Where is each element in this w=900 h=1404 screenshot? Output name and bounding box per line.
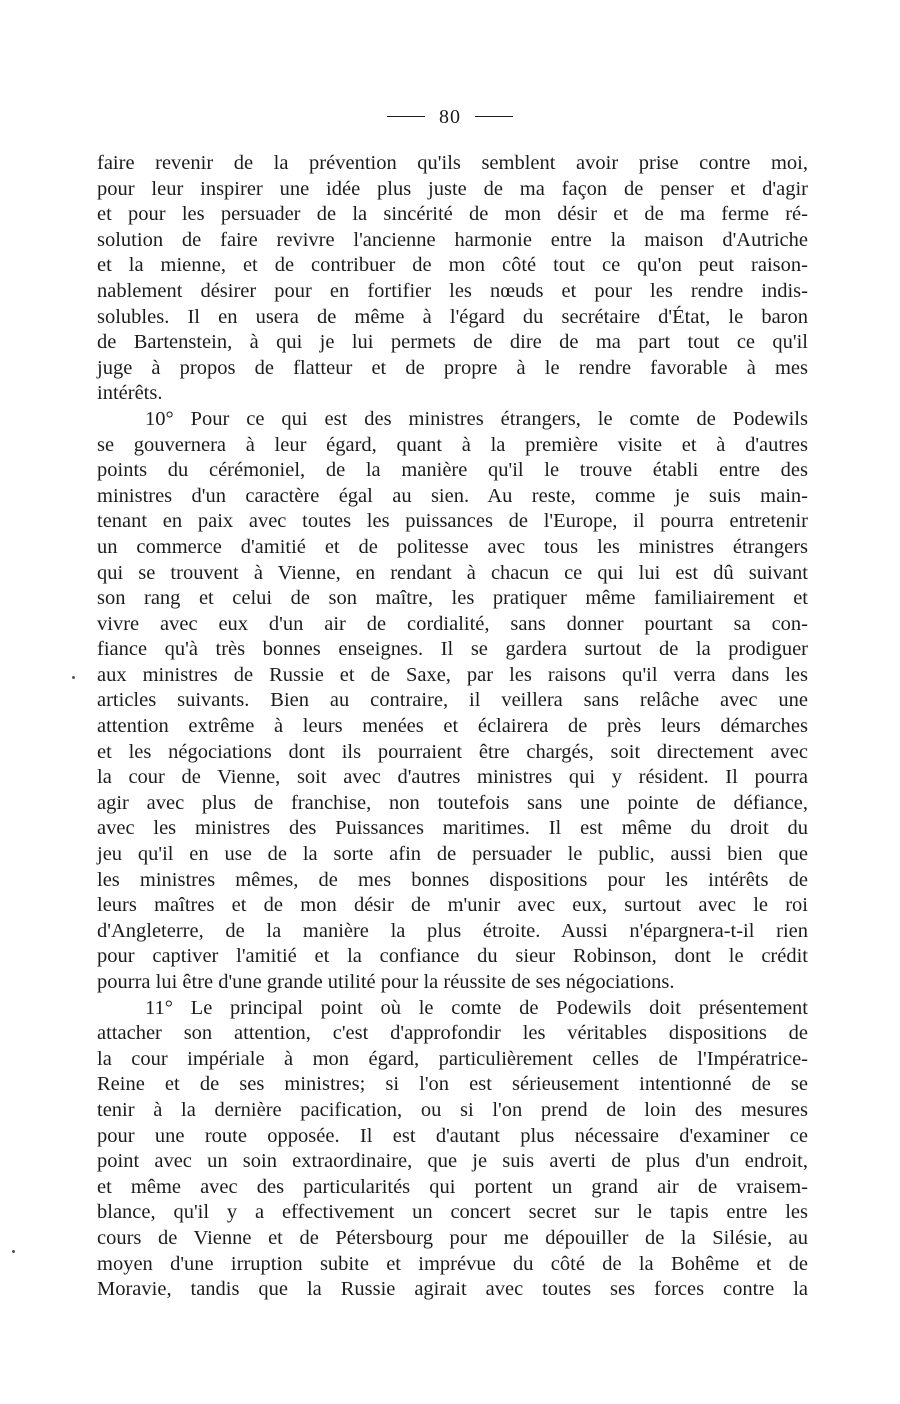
page-number: 80 bbox=[439, 106, 461, 128]
paragraph-end-line: intérêts. bbox=[97, 382, 163, 405]
paragraph-end-line: pourra lui être d'une grande utilité pour la réussite de ses négociations. bbox=[97, 971, 675, 993]
paragraph-start-line: 11° Le principal point où le comte de Podewils doit présentement bbox=[145, 996, 808, 1019]
text-line: attention extrême à leurs menées et éclairera de près leurs démarches bbox=[97, 715, 808, 738]
page-number-header bbox=[0, 104, 900, 130]
margin-speck bbox=[12, 1250, 15, 1253]
text-line: leurs maîtres et de mon désir de m'unir avec eux, surtout avec le roi bbox=[97, 894, 808, 917]
text-line: Reine et de ses ministres; si l'on est sérieusement intentionné de se bbox=[97, 1073, 808, 1096]
text-line: et même avec des particularités qui portent un grand air de vraisem- bbox=[97, 1175, 808, 1198]
text-line: point avec un soin extraordinaire, que je suis averti de plus d'un endroit, bbox=[97, 1150, 808, 1173]
text-line: son rang et celui de son maître, les pratiquer même familiairement et bbox=[97, 587, 808, 610]
text-line: solution de faire revivre l'ancienne harmonie entre la maison d'Autriche bbox=[97, 228, 808, 251]
text-line: cours de Vienne et de Pétersbourg pour me dépouiller de la Silésie, au bbox=[97, 1226, 808, 1249]
text-line: ministres d'un caractère égal au sien. Au reste, comme je suis main- bbox=[97, 484, 808, 507]
text-line: pour une route opposée. Il est d'autant plus nécessaire d'examiner ce bbox=[97, 1124, 808, 1147]
text-line: faire revenir de la prévention qu'ils semblent avoir prise contre moi, bbox=[97, 152, 808, 174]
text-line: jeu qu'il en use de la sorte afin de persuader le public, aussi bien que bbox=[97, 843, 808, 866]
text-line: un commerce d'amitié et de politesse avec tous les ministres étrangers bbox=[97, 535, 808, 558]
body-text bbox=[97, 151, 808, 1303]
text-line: de Bartenstein, à qui je lui permets de dire de ma part tout ce qu'il bbox=[97, 331, 808, 354]
text-line: juge à propos de flatteur et de propre à le rendre favorable à mes bbox=[97, 356, 808, 379]
text-line: vivre avec eux d'un air de cordialité, sans donner pourtant sa con- bbox=[97, 612, 808, 635]
text-line: et la mienne, et de contribuer de mon côté tout ce qu'on peut raison- bbox=[97, 254, 808, 277]
text-line: la cour impériale à mon égard, particulièrement celles de l'Impératrice- bbox=[97, 1047, 808, 1070]
text-line: attacher son attention, c'est d'approfondir les véritables dispositions de bbox=[97, 1022, 808, 1045]
text-line: tenir à la dernière pacification, ou si l'on prend de loin des mesures bbox=[97, 1098, 808, 1121]
text-line: et pour les persuader de la sincérité de mon désir et de ma ferme ré- bbox=[97, 203, 808, 226]
text-line: Moravie, tandis que la Russie agirait avec toutes ses forces contre la bbox=[97, 1278, 808, 1301]
text-line: moyen d'une irruption subite et imprévue du côté de la Bohême et de bbox=[97, 1252, 808, 1275]
text-line: tenant en paix avec toutes les puissances de l'Europe, il pourra entretenir bbox=[97, 510, 808, 533]
text-line: se gouvernera à leur égard, quant à la première visite et à d'autres bbox=[97, 433, 808, 456]
text-line: pour leur inspirer une idée plus juste de ma façon de penser et d'agir bbox=[97, 177, 808, 200]
text-line: agir avec plus de franchise, non toutefois sans une pointe de défiance, bbox=[97, 791, 808, 814]
text-line: solubles. Il en usera de même à l'égard du secrétaire d'État, le baron bbox=[97, 305, 808, 328]
left-dash bbox=[387, 116, 425, 117]
text-line: articles suivants. Bien au contraire, il veillera sans relâche avec une bbox=[97, 689, 808, 712]
margin-speck bbox=[72, 676, 75, 679]
text-line: les ministres mêmes, de mes bonnes dispositions pour les intérêts de bbox=[97, 868, 808, 891]
text-line: fiance qu'à très bonnes enseignes. Il se gardera surtout de la prodiguer bbox=[97, 638, 808, 661]
text-line: aux ministres de Russie et de Saxe, par les raisons qu'il verra dans les bbox=[97, 663, 808, 686]
right-dash bbox=[475, 116, 513, 117]
text-line: et les négociations dont ils pourraient être chargés, soit directement avec bbox=[97, 740, 808, 763]
text-line: blance, qu'il y a effectivement un concert secret sur le tapis entre les bbox=[97, 1201, 808, 1224]
text-line: avec les ministres des Puissances maritimes. Il est même du droit du bbox=[97, 817, 808, 840]
text-line: d'Angleterre, de la manière la plus étroite. Aussi n'épargnera-t-il rien bbox=[97, 919, 808, 942]
text-line: pour captiver l'amitié et la confiance du sieur Robinson, dont le crédit bbox=[97, 945, 808, 968]
paragraph-start-line: 10° Pour ce qui est des ministres étrangers, le comte de Podewils bbox=[145, 407, 808, 430]
text-line: qui se trouvent à Vienne, en rendant à chacun ce qui lui est dû suivant bbox=[97, 561, 808, 584]
text-line: la cour de Vienne, soit avec d'autres ministres qui y résident. Il pourra bbox=[97, 766, 808, 789]
text-line: nablement désirer pour en fortifier les nœuds et pour les rendre indis- bbox=[97, 279, 808, 302]
text-line: points du cérémoniel, de la manière qu'il le trouve établi entre des bbox=[97, 459, 808, 482]
